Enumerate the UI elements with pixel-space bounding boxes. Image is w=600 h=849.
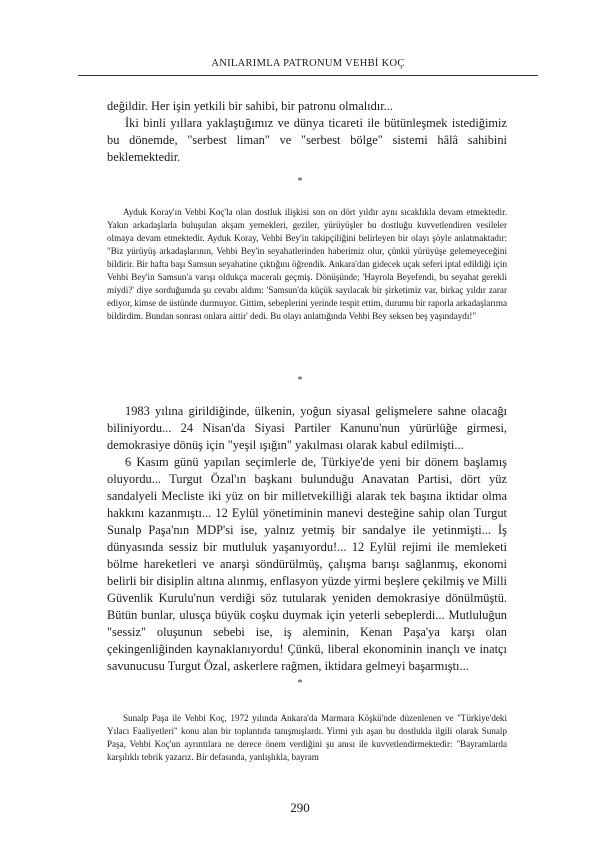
note-text: Ayduk Koray'ın Vehbi Koç'la olan dostluk ilişkisi son on dört yıldır aynı sıcaklıkla devam etmektedir. Yakın arkadaşlarla buluşulan akşam yemekleri, geziler, yürüyüşler bu dostluğu kuvvetlendiren vesileler olmaya devam etmektedir. Ayduk Koray, Vehbi Bey'in takipçiliğini belirleyen bir olayı şöyle anlatmaktadır: "Biz yürüyüş arkadaşlarının, Vehbi Bey'in seyahatlerinden haberimiz olur, çünkü yürüyüşe gelemeyeceğini bildirir. Bir hafta başı Samsun seyahatine çıktığını öğrendik. Ankara'dan gidecek uçak seferi iptal edildiği için Vehbi Bey'in Samsun'a varışı oldukça maceralı geçmiş. Dönüşünde; 'Hayrola Beyefendi, bu seyahat gerekli miydi?' diye sorduğumda şu cevabı aldım: 'Samsun'da küçük sayılacak bir şirketimiz var, birkaç yıldır zarar ediyor, kimse de üstünde durmuyor. Gittim, sebeplerini yerinde tespit ettim, durumu bir raporla arkadaşlarıma bildirdim. Bundan sonrası onlara aittir' dedi. Bu olayı anlattığında Vehbi Bey seksen beş yaşındaydı!" <box>107 207 507 321</box>
paragraph: 6 Kasım günü yapılan seçimlerle de, Türkiye'de yeni bir dönem başlamış oluyordu... Turgut Özal'ın başkanı bulunduğu Anavatan Partisi, dört yüz sandalyeli Mecliste iki yüz on bir milletvekilliği alarak tek başına iktidar olma hakkını kazanmıştı... 12 Eylül yönetiminin manevi desteğine sahip olan Turgut Sunalp Paşa'nın MDP'si ise, yalnız yetmiş bir sandalye ile yetinmişti... İş dünyasında sessiz bir mutluluk yaşanıyordu!... 12 Eylül rejimi ile memleketi bölme hareketleri ve anarşi söndürülmüş, çalışma barışı sağlanmış, ekonomi belirli bir disiplin altına alınmış, enflasyon yüzde yirmi beşlere çekilmiş ve Milli Güvenlik Kurulu'nun verdiği söz tutularak yeniden demokrasiye dönülmüştü. Bütün bunlar, ulusça büyük coşku duymak için yeterli sebeplerdi... Mutluluğun "sessiz" oluşunun sebebi ise, iş aleminin, Kenan Paşa'ya karşı olan çekingenliğinden kaynaklanıyordu! Çünkü, liberal ekonominin inançlı ve inatçı savunucusu Turgut Özal, askerlere rağmen, iktidara gelmeyi başarmıştı... <box>107 455 507 673</box>
section-1 <box>107 98 507 166</box>
paragraph: 1983 yılına girildiğinde, ülkenin, yoğun siyasal gelişmelere sahne olacağı biliniyordu... 24 Nisan'da Siyasi Partiler Kanunu'nun yürürlüğe girmesi, demokrasiye dönüş için "yeşil ışığın" yakılması olarak kabul edilmişti... <box>107 404 507 452</box>
section-2 <box>107 403 507 675</box>
paragraph: İki binli yıllara yaklaştığımız ve dünya ticareti ile bütünleşmek istediğimiz bu dönemde, "serbest liman" ve "serbest bölge" sistemi hâlâ sahibini beklemektedir. <box>107 116 507 164</box>
anecdote-note-koray <box>107 206 507 323</box>
separator-star: * <box>297 678 303 689</box>
separator-star: * <box>297 375 303 386</box>
page-number: 290 <box>290 800 310 815</box>
running-head: ANILARIMLA PATRONUM VEHBİ KOÇ <box>211 58 405 69</box>
anecdote-note-sunalp <box>107 712 507 764</box>
header-rule <box>78 75 538 76</box>
separator-star: * <box>297 176 303 187</box>
note-text: Sunalp Paşa ile Vehbi Koç, 1972 yılında Ankara'da Marmara Köşkü'nde düzenlenen ve "Türkiye'deki Yılacı Faaliyetleri" konu alan bir toplantıda tanışmışlardı. Yirmi yılı aşan bu dostlukla ilgili olarak Sunalp Paşa, Vehbi Koç'un ayrıntılara ne derece önem verdiğini şu anısı ile kuvvetlendirmektedir: "Bayramlarda karşılıklı tebrik yazarız. Bir defasında, yanlışlıkla, bayram <box>107 713 507 762</box>
paragraph: değildir. Her işin yetkili bir sahibi, bir patronu olmalıdır... <box>107 99 393 113</box>
